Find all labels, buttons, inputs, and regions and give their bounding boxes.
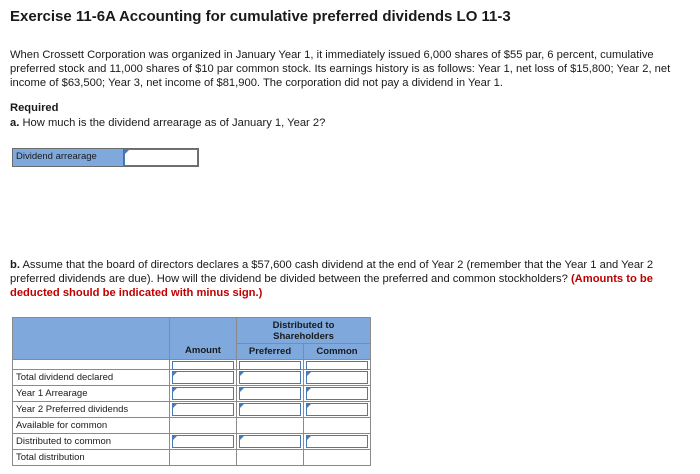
input-marker-icon <box>240 388 244 392</box>
total-declared-amount-input[interactable] <box>173 372 233 383</box>
distributed-common-amount-input[interactable] <box>173 436 233 447</box>
input-marker-icon <box>240 404 244 408</box>
question-a-prefix: a. <box>10 117 20 129</box>
row-label-total-declared: Total dividend declared <box>13 370 170 386</box>
col-header-preferred: Preferred <box>237 344 304 360</box>
table-row <box>13 434 371 450</box>
table-row <box>13 370 371 386</box>
year2-preferred-common-input[interactable] <box>307 404 367 415</box>
dividend-distribution-grid <box>12 317 371 466</box>
year2-preferred-preferred-input[interactable] <box>240 404 300 415</box>
input-marker-icon <box>173 436 177 440</box>
total-declared-preferred-input[interactable] <box>240 372 300 383</box>
dividend-arrearage-input[interactable] <box>125 151 197 166</box>
question-b <box>10 258 695 300</box>
intro-paragraph: When Crossett Corporation was organized in January Year 1, it immediately issued 6,000 shares of $55 par, 6 percent, cumulative preferred stock and 11,000 shares of $10 par common stock. Its earnings history is as follows: Year 1, net loss of $15,800; Year 2, net income of $63,500; Year 3, net income of $81,900. The corporation did not pay a dividend in Year 1. <box>10 49 671 89</box>
col-header-distributed: Distributed to Shareholders <box>237 318 371 344</box>
col-header-amount: Amount <box>185 345 221 356</box>
input-marker-icon <box>307 404 311 408</box>
year1-arrearage-common-input[interactable] <box>307 388 367 399</box>
distributed-common-common-input[interactable] <box>307 436 367 447</box>
question-b-prefix: b. <box>10 259 20 271</box>
input-marker-icon <box>173 404 177 408</box>
question-a <box>10 117 325 129</box>
input-marker-icon <box>125 150 129 154</box>
grid-header-blank <box>13 318 170 360</box>
table-row <box>13 418 371 434</box>
input-marker-icon <box>173 372 177 376</box>
exercise-title: Exercise 11-6A Accounting for cumulative preferred dividends LO 11-3 <box>10 8 511 25</box>
question-a-text: How much is the dividend arrearage as of January 1, Year 2? <box>22 117 326 129</box>
year1-arrearage-amount-input[interactable] <box>173 388 233 399</box>
row-label-available-common: Available for common <box>13 418 170 434</box>
table-row <box>13 450 371 466</box>
input-marker-icon <box>307 388 311 392</box>
row-label-year2-preferred: Year 2 Preferred dividends <box>13 402 170 418</box>
row-label-distributed-common: Distributed to common <box>13 434 170 450</box>
col-header-common: Common <box>304 344 371 360</box>
row-label-year1-arrearage: Year 1 Arrearage <box>13 386 170 402</box>
table-row <box>13 386 371 402</box>
dividend-arrearage-input-wrap <box>124 149 198 166</box>
year2-preferred-amount-input[interactable] <box>173 404 233 415</box>
dividend-arrearage-label: Dividend arrearage <box>13 149 124 166</box>
input-marker-icon <box>240 372 244 376</box>
dividend-arrearage-row <box>12 148 199 167</box>
input-marker-icon <box>240 436 244 440</box>
table-row <box>13 402 371 418</box>
spacer-row-label <box>13 360 170 370</box>
input-marker-icon <box>173 388 177 392</box>
distributed-common-preferred-input[interactable] <box>240 436 300 447</box>
total-declared-common-input[interactable] <box>307 372 367 383</box>
question-b-text: Assume that the board of directors declares a $57,600 cash dividend at the end of Year 2 (remember that the Year 1 and Year 2 preferred dividends are due). How will the dividend be divided between the preferred and common stockholders? <box>10 259 654 285</box>
required-heading: Required <box>10 102 59 114</box>
question-b-note: (Amounts to be deducted should be indicated with minus sign.) <box>10 273 653 299</box>
input-marker-icon <box>307 436 311 440</box>
year1-arrearage-preferred-input[interactable] <box>240 388 300 399</box>
input-marker-icon <box>307 372 311 376</box>
row-label-total-distribution: Total distribution <box>13 450 170 466</box>
